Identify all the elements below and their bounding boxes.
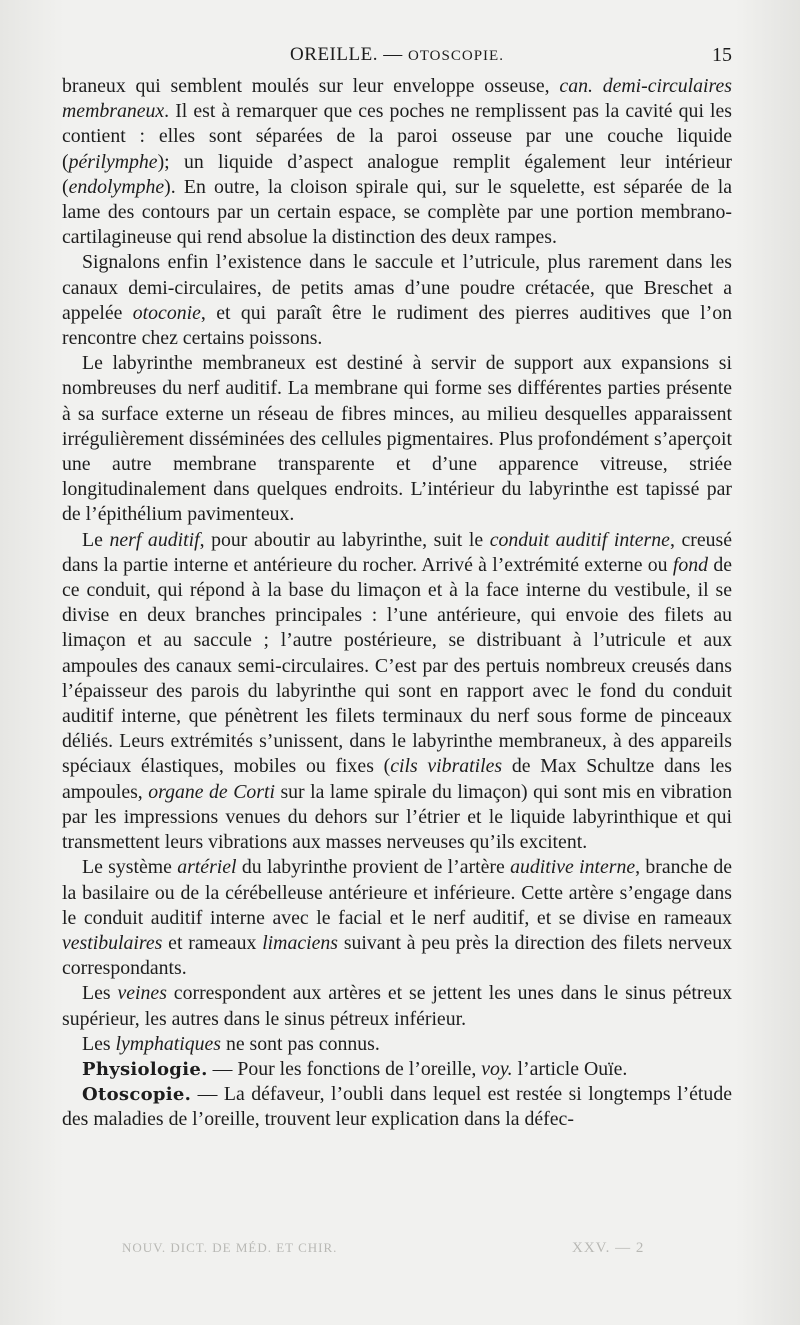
italic-term: limaciens [262,931,338,954]
page-number: 15 [712,44,732,66]
text-run: — La défaveur, l’oubli dans lequel est restée si longtemps l’étude des maladies de l’oreille, trouvent leur explication dans la défec- [62,1083,732,1131]
italic-term: can. demi-circulaires membraneux [62,75,732,123]
running-head [62,44,732,66]
text-run: l’article Ouïe. [512,1057,628,1080]
text-run: ); un liquide d’aspect analogue remplit également leur intérieur ( [62,150,732,198]
text-run: ). En outre, la cloison spirale qui, sur le squelette, est séparée de la lame des contours par un certain espace, se complète par une portion membrano-cartilagineuse qui rend absolue la distinction des deux rampes. [62,175,732,249]
text-run: Le [82,528,110,551]
italic-term: artériel [177,856,237,879]
text-run: de Max Schultze dans les ampoules, [62,755,733,803]
paragraph [62,981,732,1031]
running-head-sub: OTOSCOPIE. [407,48,504,64]
italic-term: nerf auditif [109,528,200,551]
paragraph [62,855,732,981]
italic-term: périlymphe [68,150,158,173]
body-text [62,74,732,1133]
text-run: Les [82,982,118,1005]
text-run: et rameaux [162,931,263,954]
section-heading: Otoscopie. [82,1084,192,1106]
paragraph [62,1082,732,1132]
text-run: de ce conduit, qui répond à la base du limaçon et à la face interne du vestibule, il se divise en deux branches principales : l’une antérieure, qui envoie des filets au limaçon et au saccule ; l’autre postérieure, se distribuant à l’utricule et aux ampoules des canaux semi-circulaires. C’est par des pertuis nombreux creusés dans l’épaisseur des parois du labyrinthe qui sont en rapport avec le fond du conduit auditif interne, que pénètrent les filets terminaux du nerf sous forme de pinceaux déliés. Leurs extrémités s’unissent, dans le labyrinthe membraneux, à des appareils spéciaux élastiques, mobiles ou fixes ( [62,553,732,778]
italic-term: endolymphe [68,175,165,198]
text-run: . Il est à remarquer que ces poches ne remplissent pas la cavité qui les contient : elles sont séparées de la paroi osseuse par une couche liquide ( [62,100,732,173]
text-run: , pour aboutir au labyrinthe, suit le [199,528,490,551]
text-run: , creusé dans la partie interne et antérieure du rocher. Arrivé à l’extrémité externe ou [62,528,732,576]
text-run: — Pour les fonctions de l’oreille, [207,1057,482,1080]
text-run: , branche de la basilaire ou de la cérébelleuse antérieure et inférieure. Cette artère s’engage dans le conduit auditif interne avec le facial et le nerf auditif, et se divise en rameaux [62,856,732,929]
italic-term: auditive interne [510,856,636,879]
italic-term: organe de Corti [148,780,275,803]
italic-term: cils vibratiles [390,755,503,778]
text-run: du labyrinthe provient de l’artère [236,856,511,879]
text-run: Le labyrinthe membraneux est destiné à servir de support aux expansions si nombreuses du nerf auditif. La membrane qui forme ses différentes parties présente à sa surface externe un réseau de fibres minces, au milieu desquelles apparaissent irrégulièrement disséminées des cellules pigmentaires. Plus profondément s’aperçoit une autre membrane transparente et d’une apparence vitreuse, striée longitudinalement dans quelques endroits. L’intérieur du labyrinthe est tapissé par de l’épithélium pavimenteux. [62,352,732,526]
italic-term: fond [672,553,709,576]
italic-term: voy. [481,1057,513,1080]
running-head-dash: — [377,44,408,65]
italic-term: vestibulaires [62,931,163,954]
text-run: Le système [82,856,178,879]
text-run: suivant à peu près la direction des filets nerveux correspondants. [62,931,732,980]
text-run: Signalons enfin l’existence dans le saccule et l’utricule, plus rarement dans les canaux demi-circulaires, de petits amas d’une poudre crétacée, que Breschet a appelée [62,251,732,324]
text-run: correspondent aux artères et se jettent les unes dans le sinus pétreux supérieur, les autres dans le sinus pétreux inférieur. [62,982,732,1030]
text-run: sur la lame spirale du limaçon) qui sont mis en vibration par les impressions venues du dehors sur l’étrier et le liquide labyrinthique et qui transmettent leurs vibrations aux masses nerveuses qu’ils excitent. [62,780,732,854]
paragraph [62,1057,732,1082]
running-head-main: OREILLE. [290,44,378,65]
italic-term: otoconie [132,301,201,324]
text-run: , et qui paraît être le rudiment des pierres auditives que l’on rencontre chez certains poissons. [62,301,732,350]
italic-term: veines [117,982,167,1005]
paragraph [62,351,732,527]
paragraph [62,74,732,250]
section-heading: Physiologie. [82,1058,208,1080]
page-header [62,44,732,74]
text-run: Les [82,1032,116,1055]
italic-term: lymphatiques [115,1032,221,1055]
paragraph [62,250,732,351]
text-run: braneux qui semblent moulés sur leur enveloppe osseuse, [62,75,560,97]
bleed-through-signature-mark: XXV. — 2 [572,1240,645,1256]
paragraph [62,1032,732,1057]
text-run: ne sont pas connus. [221,1032,380,1055]
paragraph [62,528,732,856]
bleed-through-signature-line: NOUV. DICT. DE MÉD. ET CHIR. [122,1240,338,1255]
italic-term: conduit auditif interne [489,528,670,551]
